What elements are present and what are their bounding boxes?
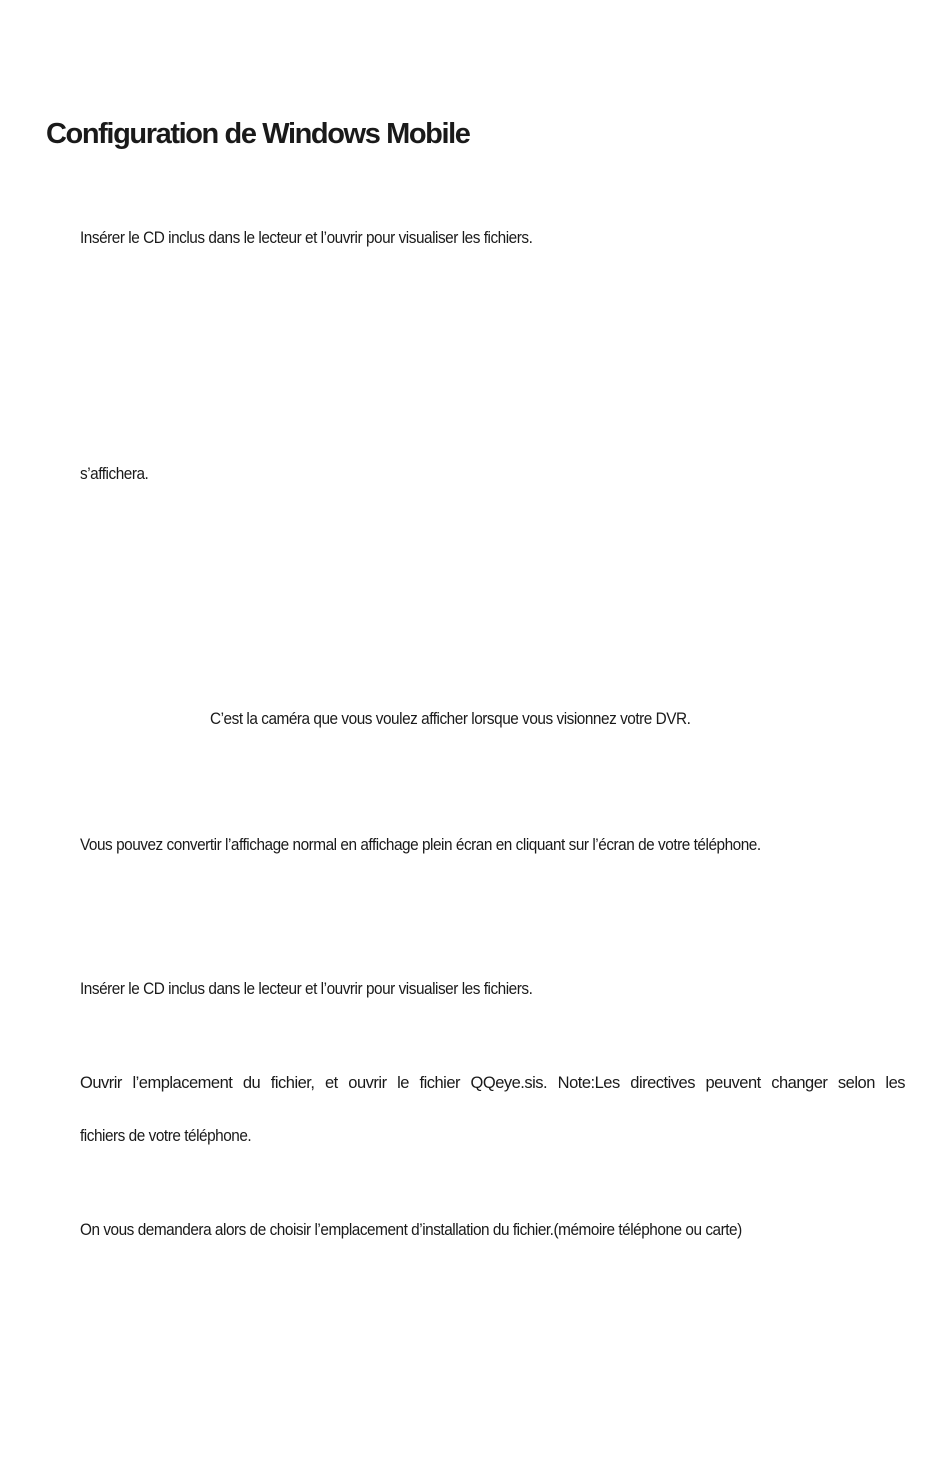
paragraph-line: fichiers de votre téléphone. — [80, 1127, 252, 1145]
paragraph-line: On vous demandera alors de choisir l’emplacement d’installation du fichier.(mémoire téléphone ou carte) — [80, 1221, 742, 1239]
paragraph-line: C’est la caméra que vous voulez afficher lorsque vous visionnez votre DVR. — [210, 710, 691, 728]
paragraph-line: Insérer le CD inclus dans le lecteur et l’ouvrir pour visualiser les fichiers. — [80, 229, 533, 247]
paragraph-line: Insérer le CD inclus dans le lecteur et l’ouvrir pour visualiser les fichiers. — [80, 980, 533, 998]
paragraph-line: Vous pouvez convertir l’affichage normal en affichage plein écran en cliquant sur l’écran de votre téléphone. — [80, 836, 761, 854]
paragraph-line: Ouvrir l’emplacement du fichier, et ouvrir le fichier QQeye.sis. Note:Les directives peuvent changer selon les — [80, 1074, 905, 1092]
paragraph-line: s’affichera. — [80, 465, 149, 483]
page-title: Configuration de Windows Mobile — [46, 118, 470, 150]
